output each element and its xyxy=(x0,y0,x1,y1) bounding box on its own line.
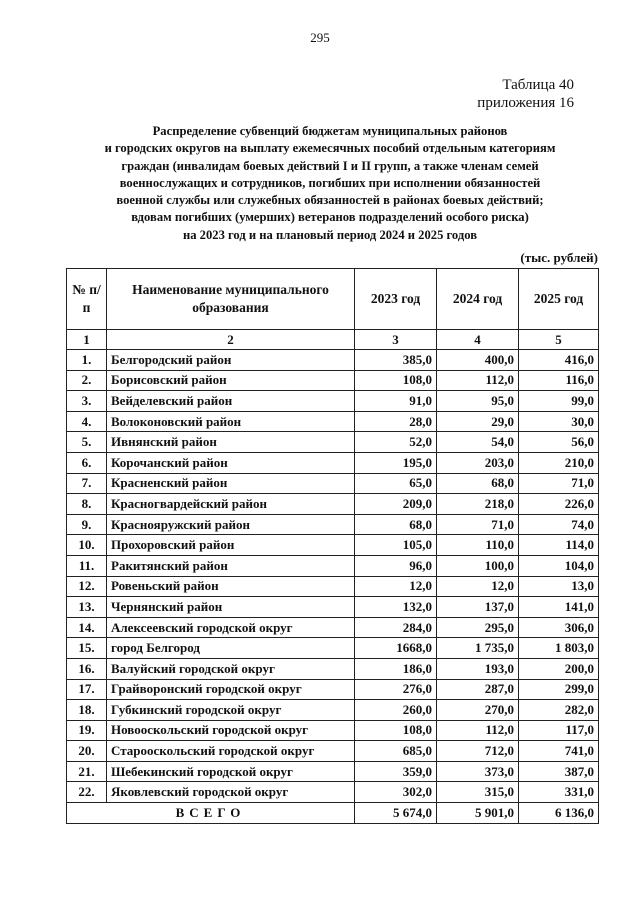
value-2023: 302,0 xyxy=(355,782,437,803)
value-2024: 100,0 xyxy=(437,555,519,576)
document-title xyxy=(60,123,600,244)
row-number: 10. xyxy=(67,535,107,556)
value-2024: 373,0 xyxy=(437,761,519,782)
header-2025: 2025 год xyxy=(519,269,599,330)
table-row xyxy=(67,597,599,618)
row-number: 9. xyxy=(67,514,107,535)
municipality-name: Чернянский район xyxy=(107,597,355,618)
value-2023: 359,0 xyxy=(355,761,437,782)
value-2025: 416,0 xyxy=(519,350,599,371)
row-number: 17. xyxy=(67,679,107,700)
value-2025: 71,0 xyxy=(519,473,599,494)
municipality-name: Шебекинский городской округ xyxy=(107,761,355,782)
table-row xyxy=(67,514,599,535)
title-line: военной службы или служебных обязанностей в районах боевых действий; xyxy=(116,193,544,208)
value-2025: 299,0 xyxy=(519,679,599,700)
value-2024: 295,0 xyxy=(437,617,519,638)
value-2024: 71,0 xyxy=(437,514,519,535)
value-2023: 186,0 xyxy=(355,658,437,679)
municipality-name: Корочанский район xyxy=(107,452,355,473)
row-number: 2. xyxy=(67,370,107,391)
value-2025: 99,0 xyxy=(519,391,599,412)
total-label: ВСЕГО xyxy=(67,803,355,824)
value-2023: 96,0 xyxy=(355,555,437,576)
municipality-name: Валуйский городской округ xyxy=(107,658,355,679)
column-number: 4 xyxy=(437,330,519,350)
row-number: 7. xyxy=(67,473,107,494)
value-2024: 287,0 xyxy=(437,679,519,700)
table-row xyxy=(67,452,599,473)
municipality-name: Старооскольский городской округ xyxy=(107,741,355,762)
table-row xyxy=(67,658,599,679)
table-row xyxy=(67,700,599,721)
table-row xyxy=(67,638,599,659)
total-2024: 5 901,0 xyxy=(437,803,519,824)
title-line: Распределение субвенций бюджетам муниципальных районов xyxy=(152,124,508,138)
header-name: Наименование муниципального образования xyxy=(107,269,355,330)
value-2025: 141,0 xyxy=(519,597,599,618)
row-number: 12. xyxy=(67,576,107,597)
title-line: и городских округов на выплату ежемесячных пособий отдельным категориям xyxy=(104,141,556,156)
table-ref-line-1: Таблица 40 xyxy=(502,77,574,93)
value-2024: 95,0 xyxy=(437,391,519,412)
row-number: 22. xyxy=(67,782,107,803)
municipality-name: Краснояружский район xyxy=(107,514,355,535)
value-2025: 74,0 xyxy=(519,514,599,535)
municipality-name: Ровеньский район xyxy=(107,576,355,597)
municipality-name: Губкинский городской округ xyxy=(107,700,355,721)
table-row xyxy=(67,391,599,412)
table-row xyxy=(67,741,599,762)
row-number: 8. xyxy=(67,494,107,515)
row-number: 20. xyxy=(67,741,107,762)
row-number: 18. xyxy=(67,700,107,721)
value-2024: 112,0 xyxy=(437,720,519,741)
row-number: 4. xyxy=(67,411,107,432)
row-number: 13. xyxy=(67,597,107,618)
total-2023: 5 674,0 xyxy=(355,803,437,824)
row-number: 14. xyxy=(67,617,107,638)
value-2024: 54,0 xyxy=(437,432,519,453)
subvention-table xyxy=(66,268,599,824)
value-2023: 105,0 xyxy=(355,535,437,556)
table-row xyxy=(67,720,599,741)
header-2023: 2023 год xyxy=(355,269,437,330)
table-row xyxy=(67,432,599,453)
municipality-name: Красненский район xyxy=(107,473,355,494)
table-row xyxy=(67,782,599,803)
table-row xyxy=(67,411,599,432)
municipality-name: Ивнянский район xyxy=(107,432,355,453)
total-2025: 6 136,0 xyxy=(519,803,599,824)
title-line: граждан (инвалидам боевых действий I и II групп, а также членам семей xyxy=(121,158,539,173)
municipality-name: Борисовский район xyxy=(107,370,355,391)
value-2025: 116,0 xyxy=(519,370,599,391)
table-row xyxy=(67,576,599,597)
table-ref-line-2: приложения 16 xyxy=(477,95,574,111)
value-2025: 56,0 xyxy=(519,432,599,453)
municipality-name: Вейделевский район xyxy=(107,391,355,412)
table-row xyxy=(67,494,599,515)
municipality-name: Прохоровский район xyxy=(107,535,355,556)
title-line: военнослужащих и сотрудников, погибших при исполнении обязанностей xyxy=(119,175,541,190)
value-2025: 306,0 xyxy=(519,617,599,638)
row-number: 5. xyxy=(67,432,107,453)
value-2025: 331,0 xyxy=(519,782,599,803)
row-number: 21. xyxy=(67,761,107,782)
table-row xyxy=(67,473,599,494)
table-row xyxy=(67,761,599,782)
value-2024: 137,0 xyxy=(437,597,519,618)
column-number: 2 xyxy=(107,330,355,350)
value-2024: 29,0 xyxy=(437,411,519,432)
table-header-row xyxy=(67,269,599,330)
value-2024: 12,0 xyxy=(437,576,519,597)
total-row xyxy=(67,803,599,824)
value-2024: 1 735,0 xyxy=(437,638,519,659)
municipality-name: Новооскольский городской округ xyxy=(107,720,355,741)
value-2023: 68,0 xyxy=(355,514,437,535)
table-row xyxy=(67,617,599,638)
row-number: 19. xyxy=(67,720,107,741)
value-2025: 13,0 xyxy=(519,576,599,597)
row-number: 15. xyxy=(67,638,107,659)
table-body xyxy=(67,350,599,824)
value-2024: 315,0 xyxy=(437,782,519,803)
value-2024: 110,0 xyxy=(437,535,519,556)
title-line: на 2023 год и на плановый период 2024 и 2025 годов xyxy=(182,227,478,242)
value-2023: 276,0 xyxy=(355,679,437,700)
table-row xyxy=(67,535,599,556)
value-2025: 741,0 xyxy=(519,741,599,762)
row-number: 11. xyxy=(67,555,107,576)
value-2025: 387,0 xyxy=(519,761,599,782)
value-2024: 203,0 xyxy=(437,452,519,473)
value-2023: 209,0 xyxy=(355,494,437,515)
value-2025: 200,0 xyxy=(519,658,599,679)
column-numbers-row xyxy=(67,330,599,350)
value-2023: 1668,0 xyxy=(355,638,437,659)
table-reference xyxy=(477,76,574,112)
value-2023: 65,0 xyxy=(355,473,437,494)
value-2023: 108,0 xyxy=(355,370,437,391)
value-2024: 712,0 xyxy=(437,741,519,762)
value-2025: 226,0 xyxy=(519,494,599,515)
municipality-name: Яковлевский городской округ xyxy=(107,782,355,803)
municipality-name: Красногвардейский район xyxy=(107,494,355,515)
column-number: 1 xyxy=(67,330,107,350)
page-number: 295 xyxy=(310,30,330,45)
value-2025: 104,0 xyxy=(519,555,599,576)
value-2025: 114,0 xyxy=(519,535,599,556)
municipality-name: Грайворонский городской округ xyxy=(107,679,355,700)
value-2025: 282,0 xyxy=(519,700,599,721)
value-2024: 270,0 xyxy=(437,700,519,721)
units-label: (тыс. рублей) xyxy=(520,250,598,265)
value-2024: 400,0 xyxy=(437,350,519,371)
value-2023: 108,0 xyxy=(355,720,437,741)
municipality-name: Волоконовский район xyxy=(107,411,355,432)
value-2025: 30,0 xyxy=(519,411,599,432)
value-2023: 12,0 xyxy=(355,576,437,597)
municipality-name: Белгородский район xyxy=(107,350,355,371)
municipality-name: Алексеевский городской округ xyxy=(107,617,355,638)
value-2023: 260,0 xyxy=(355,700,437,721)
row-number: 3. xyxy=(67,391,107,412)
column-number: 5 xyxy=(519,330,599,350)
municipality-name: город Белгород xyxy=(107,638,355,659)
header-2024: 2024 год xyxy=(437,269,519,330)
value-2023: 685,0 xyxy=(355,741,437,762)
value-2023: 28,0 xyxy=(355,411,437,432)
table-row xyxy=(67,350,599,371)
value-2024: 68,0 xyxy=(437,473,519,494)
value-2023: 52,0 xyxy=(355,432,437,453)
row-number: 6. xyxy=(67,452,107,473)
value-2024: 218,0 xyxy=(437,494,519,515)
table-row xyxy=(67,370,599,391)
title-line: вдовам погибших (умерших) ветеранов подразделений особого риска) xyxy=(131,210,529,225)
value-2023: 132,0 xyxy=(355,597,437,618)
row-number: 1. xyxy=(67,350,107,371)
municipality-name: Ракитянский район xyxy=(107,555,355,576)
column-number: 3 xyxy=(355,330,437,350)
table-row xyxy=(67,555,599,576)
value-2024: 112,0 xyxy=(437,370,519,391)
value-2023: 385,0 xyxy=(355,350,437,371)
value-2023: 195,0 xyxy=(355,452,437,473)
row-number: 16. xyxy=(67,658,107,679)
value-2025: 210,0 xyxy=(519,452,599,473)
value-2023: 91,0 xyxy=(355,391,437,412)
table-row xyxy=(67,679,599,700)
value-2025: 1 803,0 xyxy=(519,638,599,659)
header-number: № п/п xyxy=(67,269,107,330)
value-2025: 117,0 xyxy=(519,720,599,741)
value-2024: 193,0 xyxy=(437,658,519,679)
value-2023: 284,0 xyxy=(355,617,437,638)
